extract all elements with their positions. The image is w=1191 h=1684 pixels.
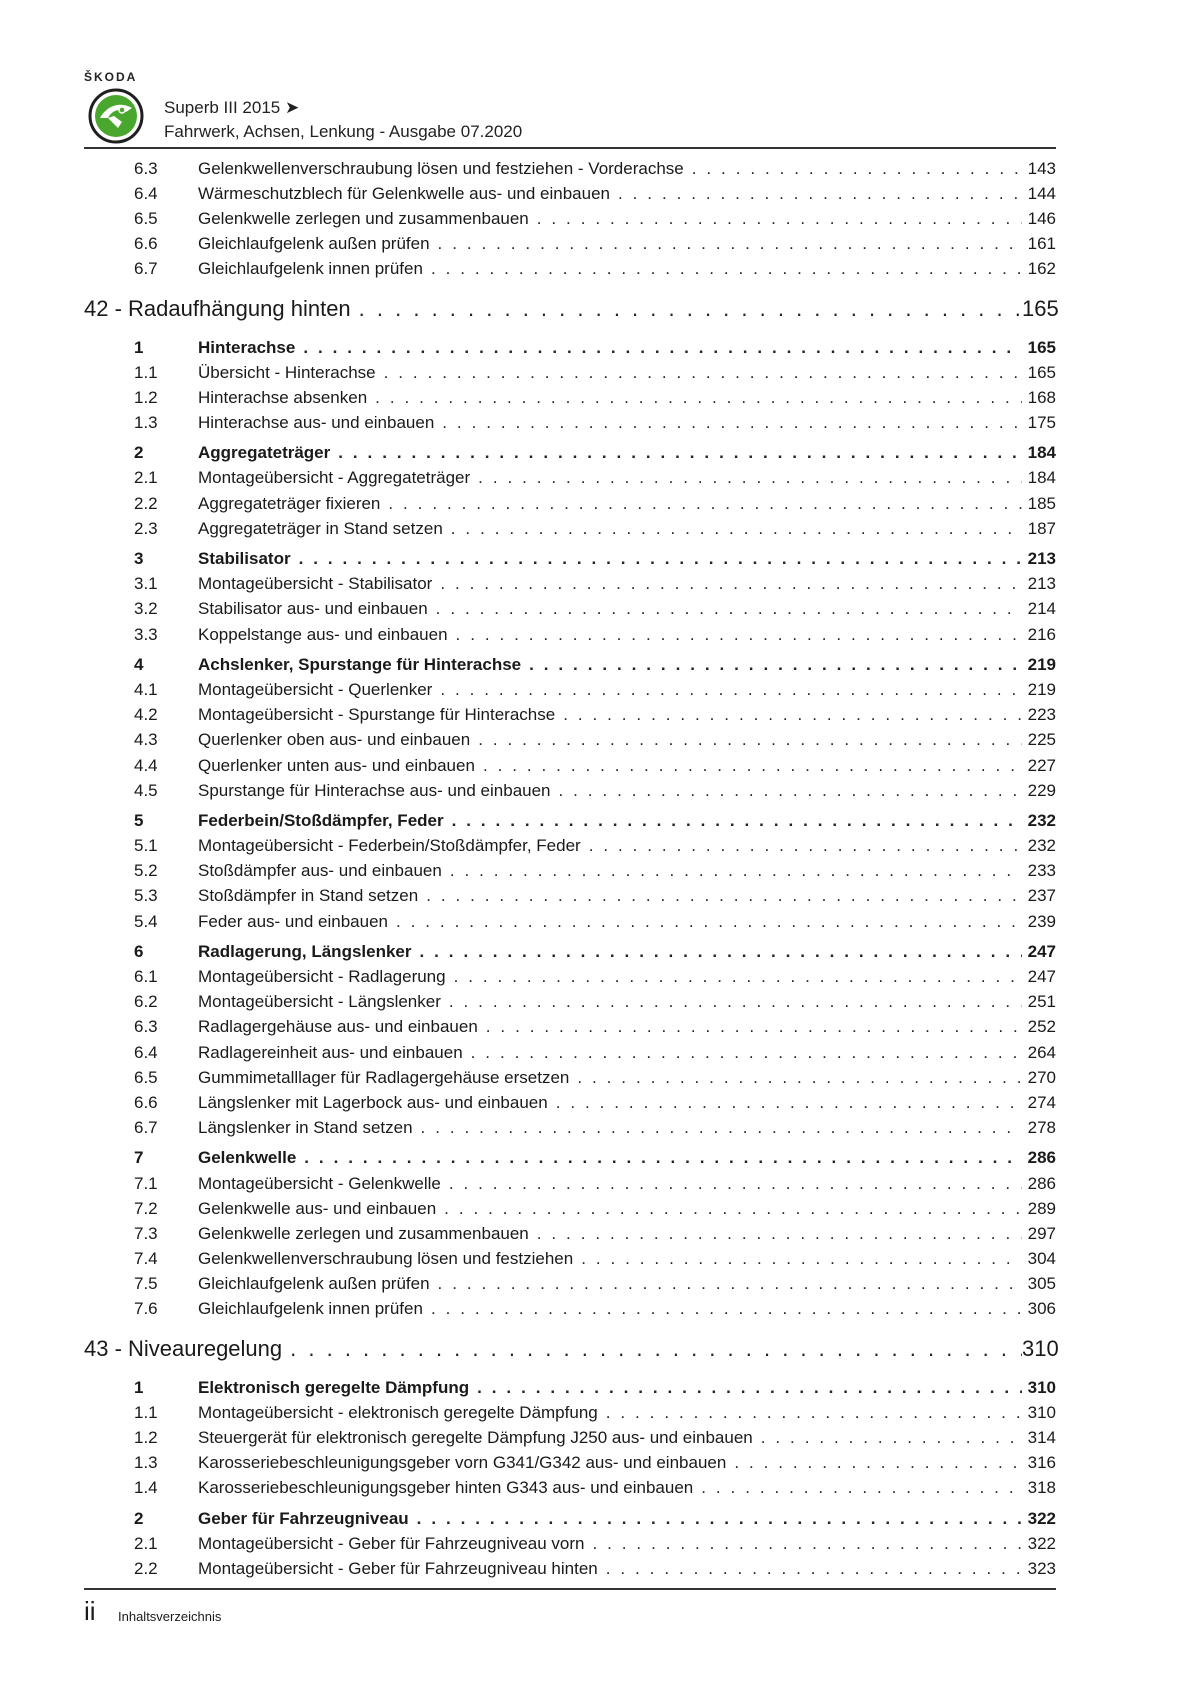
toc-subsection-entry[interactable] — [84, 622, 1056, 647]
toc-entry-title: Aggregateträger in Stand setzen — [198, 518, 443, 538]
toc-subsection-entry[interactable] — [84, 753, 1056, 778]
header-divider — [84, 147, 1056, 149]
toc-entry-number: 2.3 — [134, 518, 158, 538]
toc-page-number: 310 — [1027, 1377, 1056, 1397]
toc-dot-leader — [734, 1453, 1022, 1473]
toc-page-number: 161 — [1027, 234, 1056, 254]
toc-section-entry[interactable] — [84, 441, 1056, 466]
toc-subsection-entry[interactable] — [84, 1400, 1056, 1425]
toc-entry-title: Montageübersicht - Stabilisator — [198, 574, 433, 594]
toc-subsection-entry[interactable] — [84, 516, 1056, 541]
toc-subsection-entry[interactable] — [84, 1297, 1056, 1322]
toc-entry-number: 2 — [134, 1508, 144, 1528]
toc-entry-title: Montageübersicht - Querlenker — [198, 679, 433, 699]
toc-dot-leader — [444, 1199, 1022, 1219]
toc-entry-title: Spurstange für Hinterachse aus- und einbauen — [198, 780, 551, 800]
toc-entry-number: 4.5 — [134, 780, 158, 800]
toc-page-number: 314 — [1027, 1428, 1056, 1448]
toc-entry-number: 7.1 — [134, 1173, 158, 1193]
toc-page-number: 289 — [1027, 1198, 1056, 1218]
toc-entry-number: 6.3 — [134, 158, 158, 178]
toc-entry-number: 2.2 — [134, 493, 158, 513]
toc-page-number: 219 — [1027, 679, 1056, 699]
toc-entry-number: 6.7 — [134, 1118, 158, 1138]
toc-section-entry[interactable] — [84, 546, 1056, 571]
toc-entry-title: Gelenkwelle zerlegen und zusammenbauen — [198, 208, 529, 228]
toc-subsection-entry[interactable] — [84, 1425, 1056, 1450]
toc-page-number: 316 — [1027, 1453, 1056, 1473]
toc-entry-title: Feder aus- und einbauen — [198, 911, 388, 931]
toc-entry-number: 1.4 — [134, 1478, 158, 1498]
toc-entry-title: Gleichlaufgelenk innen prüfen — [198, 259, 423, 279]
toc-page-number: 318 — [1027, 1478, 1056, 1498]
toc-entry-title: 42 - Radaufhängung hinten — [84, 295, 351, 321]
toc-subsection-entry[interactable] — [84, 1556, 1056, 1581]
toc-dot-leader — [701, 1478, 1022, 1498]
toc-entry-number: 3.1 — [134, 574, 158, 594]
toc-entry-title: Montageübersicht - Radlagerung — [198, 967, 446, 987]
toc-entry-number: 5.2 — [134, 861, 158, 881]
toc-dot-leader — [606, 1559, 1022, 1579]
toc-subsection-entry[interactable] — [84, 1090, 1056, 1115]
model-title: Superb III 2015 ➤ — [164, 98, 300, 117]
toc-entry-title: Montageübersicht - elektronisch geregelte Dämpfung — [198, 1402, 598, 1422]
toc-dot-leader — [396, 912, 1022, 932]
toc-dot-leader — [420, 942, 1023, 962]
toc-entry-title: Karosseriebeschleunigungsgeber vorn G341/G342 aus- und einbauen — [198, 1453, 727, 1473]
toc-page-number: 165 — [1027, 362, 1056, 382]
toc-dot-leader — [431, 1299, 1022, 1319]
brand-wordmark: ŠKODA — [84, 70, 138, 84]
toc-entry-number: 6.2 — [134, 992, 158, 1012]
toc-entry-number: 4.1 — [134, 679, 158, 699]
toc-section-entry[interactable] — [84, 808, 1056, 833]
toc-dot-leader — [449, 992, 1022, 1012]
toc-subsection-entry[interactable] — [84, 964, 1056, 989]
toc-subsection-entry[interactable] — [84, 1065, 1056, 1090]
toc-page-number: 286 — [1027, 1173, 1056, 1193]
toc-dot-leader — [692, 159, 1022, 179]
toc-page-number: 270 — [1027, 1067, 1056, 1087]
toc-entry-number: 6.6 — [134, 1092, 158, 1112]
toc-entry-number: 3.3 — [134, 624, 158, 644]
toc-entry-title: Gleichlaufgelenk innen prüfen — [198, 1299, 423, 1319]
toc-entry-title: Elektronisch geregelte Dämpfung — [198, 1377, 470, 1397]
toc-page-number: 184 — [1027, 443, 1056, 463]
toc-entry-title: Gummimetalllager für Radlagergehäuse ersetzen — [198, 1067, 570, 1087]
toc-page-number: 214 — [1027, 599, 1056, 619]
toc-subsection-entry[interactable] — [84, 909, 1056, 934]
toc-entry-title: Federbein/Stoßdämpfer, Feder — [198, 810, 444, 830]
toc-entry-title: Längslenker mit Lagerbock aus- und einbauen — [198, 1092, 548, 1112]
toc-subsection-entry[interactable] — [84, 257, 1056, 282]
toc-dot-leader — [451, 519, 1022, 539]
toc-entry-title: Gelenkwelle aus- und einbauen — [198, 1198, 437, 1218]
toc-chapter-entry[interactable] — [84, 288, 1059, 330]
toc-dot-leader — [761, 1428, 1022, 1448]
toc-entry-title: Achslenker, Spurstange für Hinterachse — [198, 654, 522, 674]
skoda-logo-icon — [88, 88, 144, 144]
toc-entry-title: Montageübersicht - Geber für Fahrzeugniveau vorn — [198, 1533, 585, 1553]
toc-entry-title: Querlenker unten aus- und einbauen — [198, 755, 475, 775]
toc-page-number: 185 — [1027, 493, 1056, 513]
toc-dot-leader — [559, 781, 1022, 801]
toc-entry-number: 4.4 — [134, 755, 158, 775]
toc-entry-title: Stabilisator — [198, 549, 291, 569]
toc-dot-leader — [537, 209, 1022, 229]
toc-entry-number: 5.4 — [134, 911, 158, 931]
toc-entry-number: 4.2 — [134, 705, 158, 725]
table-of-contents — [84, 156, 1059, 1582]
toc-entry-title: Montageübersicht - Federbein/Stoßdämpfer, Feder — [198, 836, 581, 856]
toc-dot-leader — [592, 1534, 1022, 1554]
toc-entry-number: 7.3 — [134, 1223, 158, 1243]
toc-page-number: 237 — [1027, 886, 1056, 906]
toc-dot-leader — [388, 494, 1022, 514]
toc-entry-number: 1.1 — [134, 1402, 158, 1422]
toc-dot-leader — [618, 184, 1022, 204]
toc-page-number: 184 — [1027, 468, 1056, 488]
toc-dot-leader — [581, 1249, 1022, 1269]
toc-subsection-entry[interactable] — [84, 181, 1056, 206]
toc-page-number: 286 — [1027, 1148, 1056, 1168]
toc-dot-leader — [449, 1174, 1022, 1194]
toc-entry-number: 2.1 — [134, 468, 158, 488]
toc-entry-title: Radlagergehäuse aus- und einbauen — [198, 1017, 478, 1037]
toc-page-number: 187 — [1027, 518, 1056, 538]
toc-dot-leader — [486, 1017, 1022, 1037]
toc-entry-title: Hinterachse — [198, 337, 296, 357]
toc-subsection-entry[interactable] — [84, 990, 1056, 1015]
toc-page-number: 304 — [1027, 1249, 1056, 1269]
toc-dot-leader — [440, 574, 1022, 594]
toc-dot-leader — [304, 1148, 1022, 1168]
toc-entry-title: Koppelstange aus- und einbauen — [198, 624, 448, 644]
toc-entry-title: Montageübersicht - Spurstange für Hinterachse — [198, 705, 556, 725]
toc-page-number: 247 — [1027, 967, 1056, 987]
toc-subsection-entry[interactable] — [84, 1247, 1056, 1272]
toc-subsection-entry[interactable] — [84, 834, 1056, 859]
toc-dot-leader — [438, 234, 1022, 254]
toc-page-number: 239 — [1027, 911, 1056, 931]
toc-entry-number: 2.2 — [134, 1558, 158, 1578]
toc-dot-leader — [529, 655, 1022, 675]
toc-subsection-entry[interactable] — [84, 677, 1056, 702]
toc-entry-title: Gleichlaufgelenk außen prüfen — [198, 234, 430, 254]
toc-entry-title: Hinterachse aus- und einbauen — [198, 413, 435, 433]
toc-subsection-entry[interactable] — [84, 206, 1056, 231]
toc-entry-title: Längslenker in Stand setzen — [198, 1118, 413, 1138]
toc-page-number: 227 — [1027, 755, 1056, 775]
toc-subsection-entry[interactable] — [84, 572, 1056, 597]
toc-page-number: 251 — [1027, 992, 1056, 1012]
toc-entry-title: Geber für Fahrzeugniveau — [198, 1508, 409, 1528]
toc-entry-title: Montageübersicht - Gelenkwelle — [198, 1173, 441, 1193]
toc-page-number: 143 — [1027, 158, 1056, 178]
toc-entry-title: Stabilisator aus- und einbauen — [198, 599, 428, 619]
toc-page-number: 297 — [1027, 1223, 1056, 1243]
toc-entry-title: Gleichlaufgelenk außen prüfen — [198, 1274, 430, 1294]
toc-subsection-entry[interactable] — [84, 360, 1056, 385]
toc-entry-number: 6.1 — [134, 967, 158, 987]
toc-dot-leader — [478, 468, 1022, 488]
toc-page-number: 213 — [1027, 574, 1056, 594]
toc-entry-title: Steuergerät für elektronisch geregelte Dämpfung J250 aus- und einbauen — [198, 1428, 753, 1448]
toc-page-number: 233 — [1027, 861, 1056, 881]
toc-subsection-entry[interactable] — [84, 1221, 1056, 1246]
toc-section-entry[interactable] — [84, 335, 1056, 360]
toc-entry-number: 3.2 — [134, 599, 158, 619]
toc-page-number: 165 — [1022, 295, 1059, 321]
footer-section-title: Inhaltsverzeichnis — [118, 1609, 222, 1624]
toc-entry-title: Aggregateträger fixieren — [198, 493, 381, 513]
footer-divider — [84, 1588, 1056, 1590]
toc-page-number: 165 — [1027, 337, 1056, 357]
toc-entry-number: 4 — [134, 654, 144, 674]
toc-dot-leader — [417, 1509, 1022, 1529]
toc-page-number: 305 — [1027, 1274, 1056, 1294]
toc-entry-title: Gelenkwelle zerlegen und zusammenbauen — [198, 1223, 529, 1243]
toc-subsection-entry[interactable] — [84, 411, 1056, 436]
toc-subsection-entry[interactable] — [84, 1272, 1056, 1297]
toc-page-number: 229 — [1027, 780, 1056, 800]
toc-dot-leader — [556, 1093, 1022, 1113]
toc-dot-leader — [438, 1274, 1022, 1294]
toc-page-number: 219 — [1027, 654, 1056, 674]
toc-dot-leader — [299, 549, 1022, 569]
toc-page-number: 175 — [1027, 413, 1056, 433]
toc-dot-leader — [421, 1118, 1022, 1138]
toc-entry-title: Hinterachse absenken — [198, 387, 368, 407]
toc-dot-leader — [478, 730, 1022, 750]
document-subtitle: Fahrwerk, Achsen, Lenkung - Ausgabe 07.2020 — [164, 122, 523, 141]
toc-entry-title: Querlenker oben aus- und einbauen — [198, 730, 471, 750]
page-header — [84, 68, 1054, 148]
toc-page-number: 310 — [1022, 1336, 1059, 1362]
toc-entry-number: 2.1 — [134, 1533, 158, 1553]
toc-entry-title: Gelenkwellenverschraubung lösen und festziehen — [198, 1249, 574, 1269]
toc-subsection-entry[interactable] — [84, 1451, 1056, 1476]
toc-dot-leader — [477, 1378, 1022, 1398]
toc-entry-title: Montageübersicht - Geber für Fahrzeugniveau hinten — [198, 1558, 598, 1578]
toc-dot-leader — [456, 625, 1022, 645]
toc-page-number: 213 — [1027, 549, 1056, 569]
toc-page-number: 274 — [1027, 1092, 1056, 1112]
toc-subsection-entry[interactable] — [84, 703, 1056, 728]
toc-page-number: 323 — [1027, 1558, 1056, 1578]
toc-page-number: 247 — [1027, 941, 1056, 961]
toc-subsection-entry[interactable] — [84, 1171, 1056, 1196]
toc-page-number: 168 — [1027, 387, 1056, 407]
toc-subsection-entry[interactable] — [84, 597, 1056, 622]
toc-dot-leader — [563, 705, 1022, 725]
toc-subsection-entry[interactable] — [84, 728, 1056, 753]
toc-section-entry[interactable] — [84, 939, 1056, 964]
toc-page-number: 223 — [1027, 705, 1056, 725]
toc-subsection-entry[interactable] — [84, 156, 1056, 181]
toc-subsection-entry[interactable] — [84, 385, 1056, 410]
toc-entry-title: Stoßdämpfer aus- und einbauen — [198, 861, 442, 881]
toc-entry-number: 7.2 — [134, 1198, 158, 1218]
toc-page-number: 252 — [1027, 1017, 1056, 1037]
toc-entry-number: 1.3 — [134, 1453, 158, 1473]
toc-entry-title: Montageübersicht - Aggregateträger — [198, 468, 471, 488]
toc-page-number: 306 — [1027, 1299, 1056, 1319]
toc-dot-leader — [426, 886, 1022, 906]
toc-entry-number: 5.1 — [134, 836, 158, 856]
toc-entry-title: Aggregateträger — [198, 443, 331, 463]
toc-entry-number: 6.5 — [134, 208, 158, 228]
toc-subsection-entry[interactable] — [84, 491, 1056, 516]
toc-page-number: 322 — [1027, 1508, 1056, 1528]
toc-page-number: 322 — [1027, 1533, 1056, 1553]
toc-entry-title: Montageübersicht - Längslenker — [198, 992, 441, 1012]
toc-entry-title: Übersicht - Hinterachse — [198, 362, 376, 382]
toc-entry-number: 3 — [134, 549, 144, 569]
toc-section-entry[interactable] — [84, 1506, 1056, 1531]
toc-entry-number: 6 — [134, 941, 144, 961]
toc-dot-leader — [454, 967, 1022, 987]
toc-entry-number: 1 — [134, 1377, 144, 1397]
toc-page-number: 162 — [1027, 259, 1056, 279]
toc-dot-leader — [537, 1224, 1022, 1244]
toc-entry-number: 6.3 — [134, 1017, 158, 1037]
toc-entry-number: 6.5 — [134, 1067, 158, 1087]
toc-entry-title: Radlagereinheit aus- und einbauen — [198, 1042, 463, 1062]
toc-entry-number: 7.6 — [134, 1299, 158, 1319]
toc-dot-leader — [436, 599, 1022, 619]
toc-chapter-entry[interactable] — [84, 1328, 1059, 1370]
toc-subsection-entry[interactable] — [84, 859, 1056, 884]
toc-subsection-entry[interactable] — [84, 1116, 1056, 1141]
toc-subsection-entry[interactable] — [84, 884, 1056, 909]
toc-subsection-entry[interactable] — [84, 466, 1056, 491]
toc-section-entry[interactable] — [84, 1375, 1056, 1400]
toc-page-number: 264 — [1027, 1042, 1056, 1062]
toc-dot-leader — [589, 836, 1022, 856]
toc-entry-title: Gelenkwellenverschraubung lösen und festziehen - Vorderachse — [198, 158, 684, 178]
toc-dot-leader — [450, 861, 1022, 881]
toc-entry-number: 5 — [134, 810, 144, 830]
toc-entry-number: 7.4 — [134, 1249, 158, 1269]
toc-dot-leader — [471, 1043, 1022, 1063]
toc-subsection-entry[interactable] — [84, 1196, 1056, 1221]
footer-page-number: ii — [84, 1596, 96, 1626]
toc-page-number: 232 — [1027, 810, 1056, 830]
toc-page-number: 144 — [1027, 183, 1056, 203]
toc-page-number: 310 — [1027, 1402, 1056, 1422]
toc-entry-number: 7.5 — [134, 1274, 158, 1294]
toc-entry-number: 1.3 — [134, 413, 158, 433]
toc-entry-title: Radlagerung, Längslenker — [198, 941, 412, 961]
toc-entry-number: 1 — [134, 337, 144, 357]
toc-page-number: 216 — [1027, 624, 1056, 644]
toc-entry-title: Wärmeschutzblech für Gelenkwelle aus- und einbauen — [198, 183, 611, 203]
toc-dot-leader — [483, 756, 1022, 776]
toc-dot-leader — [431, 259, 1022, 279]
toc-entry-number: 7 — [134, 1148, 144, 1168]
toc-dot-leader — [290, 1336, 1022, 1362]
toc-entry-number: 6.7 — [134, 259, 158, 279]
toc-dot-leader — [384, 363, 1022, 383]
toc-entry-number: 1.1 — [134, 362, 158, 382]
toc-entry-title: Stoßdämpfer in Stand setzen — [198, 886, 419, 906]
toc-dot-leader — [303, 338, 1022, 358]
toc-entry-title: Gelenkwelle — [198, 1148, 297, 1168]
toc-dot-leader — [338, 443, 1022, 463]
toc-entry-number: 6.4 — [134, 183, 158, 203]
toc-section-entry[interactable] — [84, 1146, 1056, 1171]
toc-section-entry[interactable] — [84, 652, 1056, 677]
toc-dot-leader — [577, 1068, 1022, 1088]
toc-dot-leader — [442, 413, 1022, 433]
toc-dot-leader — [375, 388, 1022, 408]
toc-entry-title: Karosseriebeschleunigungsgeber hinten G343 aus- und einbauen — [198, 1478, 694, 1498]
toc-entry-title: 43 - Niveauregelung — [84, 1336, 283, 1362]
toc-dot-leader — [606, 1403, 1022, 1423]
toc-subsection-entry[interactable] — [84, 1040, 1056, 1065]
toc-subsection-entry[interactable] — [84, 232, 1056, 257]
toc-entry-number: 1.2 — [134, 387, 158, 407]
toc-page-number: 278 — [1027, 1118, 1056, 1138]
toc-subsection-entry[interactable] — [84, 1476, 1056, 1501]
toc-page-number: 146 — [1027, 208, 1056, 228]
toc-subsection-entry[interactable] — [84, 778, 1056, 803]
toc-entry-number: 1.2 — [134, 1428, 158, 1448]
toc-page-number: 232 — [1027, 836, 1056, 856]
toc-dot-leader — [359, 296, 1022, 322]
toc-entry-number: 4.3 — [134, 730, 158, 750]
toc-subsection-entry[interactable] — [84, 1015, 1056, 1040]
toc-dot-leader — [440, 680, 1022, 700]
toc-entry-number: 5.3 — [134, 886, 158, 906]
toc-entry-number: 2 — [134, 443, 144, 463]
toc-entry-number: 6.4 — [134, 1042, 158, 1062]
toc-subsection-entry[interactable] — [84, 1531, 1056, 1556]
toc-entry-number: 6.6 — [134, 234, 158, 254]
toc-page-number: 225 — [1027, 730, 1056, 750]
toc-dot-leader — [452, 811, 1022, 831]
